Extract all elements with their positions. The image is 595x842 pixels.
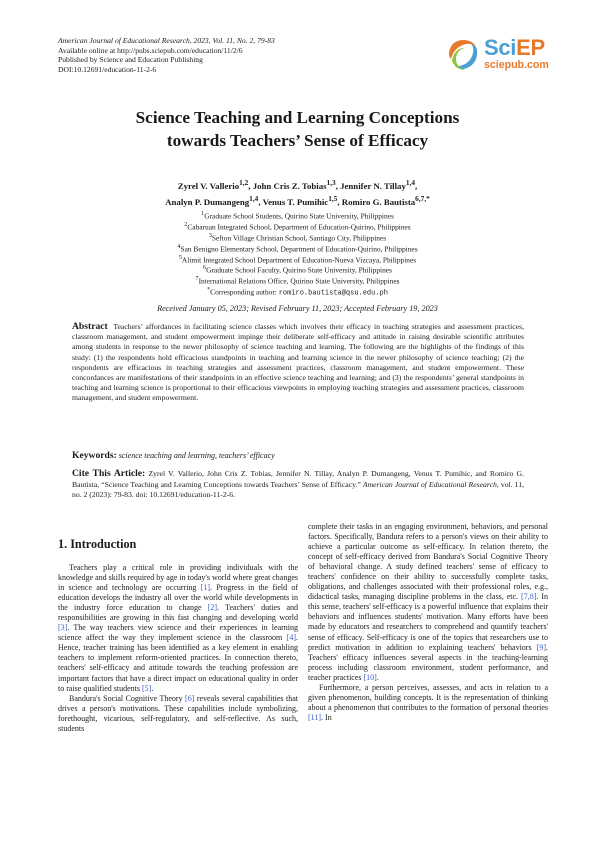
logo-sci-text: Sci: [484, 35, 517, 60]
affiliation-text: International Relations Office, Quirino State University, Philippines: [198, 276, 400, 286]
author-affil-sup: 1,4: [405, 178, 416, 187]
section-heading-introduction: 1. Introduction: [58, 537, 137, 551]
logo-site-text: sciepub.com: [484, 59, 549, 71]
author-name: Romiro G. Bautista: [341, 196, 416, 207]
sciep-logo-icon: [446, 38, 480, 72]
corresponding-label: Corresponding author:: [210, 287, 277, 297]
affiliation-text: Alimit Integrated School Department of Education-Nueva Vizcaya, Philippines: [181, 254, 417, 264]
journal-citation-line: American Journal of Educational Research, 2023, Vol. 11, No. 2, 79-83: [58, 36, 275, 45]
author-affil-sup: 1,4: [249, 193, 259, 203]
keywords-block: [72, 450, 524, 461]
title-line-2: towards Teachers’ Sense of Efficacy: [166, 131, 429, 150]
cite-block: [72, 469, 524, 501]
affiliation-text: San Benigno Elementary School, Department of Education-Quirino, Philippines: [180, 244, 418, 254]
author-name: Analyn P. Dumangeng: [165, 196, 250, 207]
citation-link[interactable]: [3]: [58, 623, 68, 633]
citation-link[interactable]: [11]: [308, 712, 322, 722]
paragraph: Bandura's Social Cognitive Theory [6] reveals several capabilities that drives a person's motivations. These capabilities include symbolizing, forethought, vicarious, self-regulatory, and self-reflective. As such, students: [58, 693, 298, 733]
paragraph: Teachers play a critical role in providing individuals with the knowledge and skills required by age in today's world where great changes in science and technology are occurring [1]. Progress in the field of education develops the industry all over the world while developments in the industry force education to change [2]. Teachers' duties and responsibilities are growing in this fast changing and developing world [3]. The way teachers view science and their experiences in learning science affect the way they implement science in the classroom [4]. Hence, teacher training has been identified as a key element in enabling teachers to implement reform-oriented practices. In connection thereto, teachers' self-efficacy and attitude towards the teaching profession are important factors that have a direct impact on educational quality in order to raise qualified students [5].: [58, 563, 299, 693]
author-name: John Cris Z. Tobias: [252, 180, 327, 191]
affiliation-item: [0, 254, 595, 265]
author-list: [0, 177, 595, 208]
corresponding-email-link[interactable]: romiro.bautista@qsu.edu.ph: [278, 289, 388, 298]
citation-link[interactable]: [10]: [363, 672, 377, 682]
affiliation-sup: 5: [178, 254, 182, 261]
affiliation-sup: 2: [184, 221, 188, 228]
author-affil-sup: 1,2: [239, 178, 249, 187]
affiliation-text: Cabaruan Integrated School, Department of Education-Quirino, Philippines: [187, 222, 411, 232]
affiliation-item: [0, 264, 595, 275]
affiliation-sup: 3: [208, 232, 212, 239]
body-left-column: [58, 563, 298, 734]
keywords-text: science teaching and learning, teachers’ efficacy: [118, 451, 275, 460]
keywords-heading: Keywords:: [72, 450, 117, 461]
affiliation-sup: 4: [177, 243, 181, 250]
abstract-text: Teachers’ affordances in facilitating science classes which involves their efficacy in teaching strategies and assessment practices, classroom management, and student empowerment impinge their deliberate self-efficacy and attitude in raising desirable scientific attributes among students in response to the newer philosophy of science teaching and learning. The following are the highlights of the findings of this study: (1) the respondents hold efficacious standpoints in teaching and learning science in the newer philosophy of science teaching; (2) the respondents are efficacious in teaching strategies and assessment practices, classroom management, and student empowerment. These concordances are manifestations of their standpoints in an effective science teaching and learning; and (3) the respondents’ general standpoints in teaching and learning science is proportional to their efficacious viewpoints in employing teaching strategies and assessment practices, classroom management, and student empowerment.: [72, 322, 524, 403]
affiliation-sup: 1: [201, 211, 205, 217]
author-name: Jennifer N. Tillay: [340, 180, 406, 191]
availability-line[interactable]: Available online at http://pubs.sciepub.com/education/11/2/6: [58, 45, 243, 55]
publication-dates: Received January 05, 2023; Revised February 11, 2023; Accepted February 19, 2023: [157, 304, 438, 313]
body-right-column: [308, 522, 548, 723]
abstract-block: [72, 322, 524, 404]
author-affil-sup: 1,5: [328, 193, 338, 203]
paragraph: Furthermore, a person perceives, assesses, and acts in relation to a given phenomenon, building concepts. It is the representation of thinking about a phenomenon that contributes to the formation of personal theories [11]. In: [308, 682, 548, 722]
affiliation-text: Graduate School Faculty, Quirino State University, Philippines: [206, 265, 392, 275]
title-line-1: Science Teaching and Learning Conceptions: [135, 108, 460, 127]
publisher-line: Published by Science and Education Publishing: [58, 55, 203, 65]
logo-ep-text: EP: [516, 35, 545, 60]
cite-heading: Cite This Article:: [72, 468, 146, 479]
citation-link[interactable]: [7,8]: [521, 592, 537, 602]
paragraph: complete their tasks in an engaging environment, behaviors, and personal factors. Specifically, Bandura refers to a person's views on their ability to achieve a particular outcome as self-efficacy. In relation thereto, the concept of self-efficacy derived from Bandura's Social Cognitive Theory of behavioral change. A study defined teachers' sense of efficacy to teachers' confidence on their ability to successfully complete tasks, obligations, and challenges associated with their professional roles, e.g., didactical tasks, managing discipline problems in the class, etc. [7,8]. In this sense, teachers' self-efficacy is a powerful influence that explains their behaviors and influences students' motivation. Many efforts have been made by educators and researchers to comprehend and quantify teachers' sense of efficacy. Self-efficacy is one of the topics that researchers use to predict motivation in addition to explaining teachers' behaviors [9]. Teachers' efficacy influences several aspects in the teaching-learning process including classroom environment, student performance, and teacher practices [10].: [308, 522, 548, 682]
affiliation-sup: 6: [203, 265, 207, 272]
journal-header: [58, 36, 275, 74]
author-line-1: Zyrel V. Vallerio$^{1,2}$, John Cris Z. Tobias$^{1,3}$, Jennifer N. Tillay$^{1,4}$,: [177, 178, 418, 191]
author-name: Venus T. Pumihic: [262, 196, 329, 207]
citation-link[interactable]: [5]: [141, 683, 152, 693]
affiliation-list: [0, 210, 595, 299]
abstract-heading: Abstract: [72, 321, 108, 332]
affiliation-item: [0, 243, 595, 254]
cite-journal-name: American Journal of Educational Research: [362, 479, 497, 489]
corresponding-author: [0, 286, 595, 299]
author-name: Zyrel V. Vallerio: [177, 180, 240, 191]
cite-text-part-1: Zyrel V. Vallerio, John Cris Z. Tobias, Jennifer N. Tillay, Analyn P. Dumangeng, Venus T. Pumihic, and Romiro G. Bautista, “Science Teaching and Learning Conceptions towards Teachers’ Sense of Efficacy.”: [72, 469, 524, 489]
affiliation-item: [0, 232, 595, 243]
citation-link[interactable]: [2]: [207, 603, 218, 613]
citation-link[interactable]: [1]: [200, 583, 210, 593]
logo-wordmark: [484, 37, 545, 59]
author-affil-sup: 6,7,*: [415, 193, 430, 203]
citation-link[interactable]: [4]: [286, 633, 296, 643]
doi-line[interactable]: DOI:10.12691/education-11-2-6: [58, 64, 157, 74]
affiliation-item: [0, 210, 595, 221]
affiliation-item: [0, 275, 595, 286]
affiliation-text: Sefton Village Christian School, Santiago City, Philippines: [211, 233, 387, 243]
affiliation-text: Graduate School Students, Quirino State University, Philippines: [204, 211, 394, 221]
cite-text-part-2: , vol. 11, no. 2 (2023): 79-83. doi: 10.12691/education-11-2-6.: [72, 479, 524, 500]
affiliation-sup: 7: [195, 276, 199, 283]
citation-link[interactable]: [9]: [536, 642, 546, 652]
affiliation-item: [0, 221, 595, 232]
corresponding-sup: *: [207, 287, 211, 294]
citation-link[interactable]: [6]: [185, 693, 195, 703]
author-line-2: Analyn P. Dumangeng$^{1,4}$, Venus T. Pumihic$^{1,5}$, Romiro G. Bautista$^{6,7,*}$: [165, 193, 430, 207]
author-affil-sup: 1,3: [326, 178, 336, 187]
sciep-logo[interactable]: [446, 35, 549, 76]
article-title: [0, 106, 595, 152]
